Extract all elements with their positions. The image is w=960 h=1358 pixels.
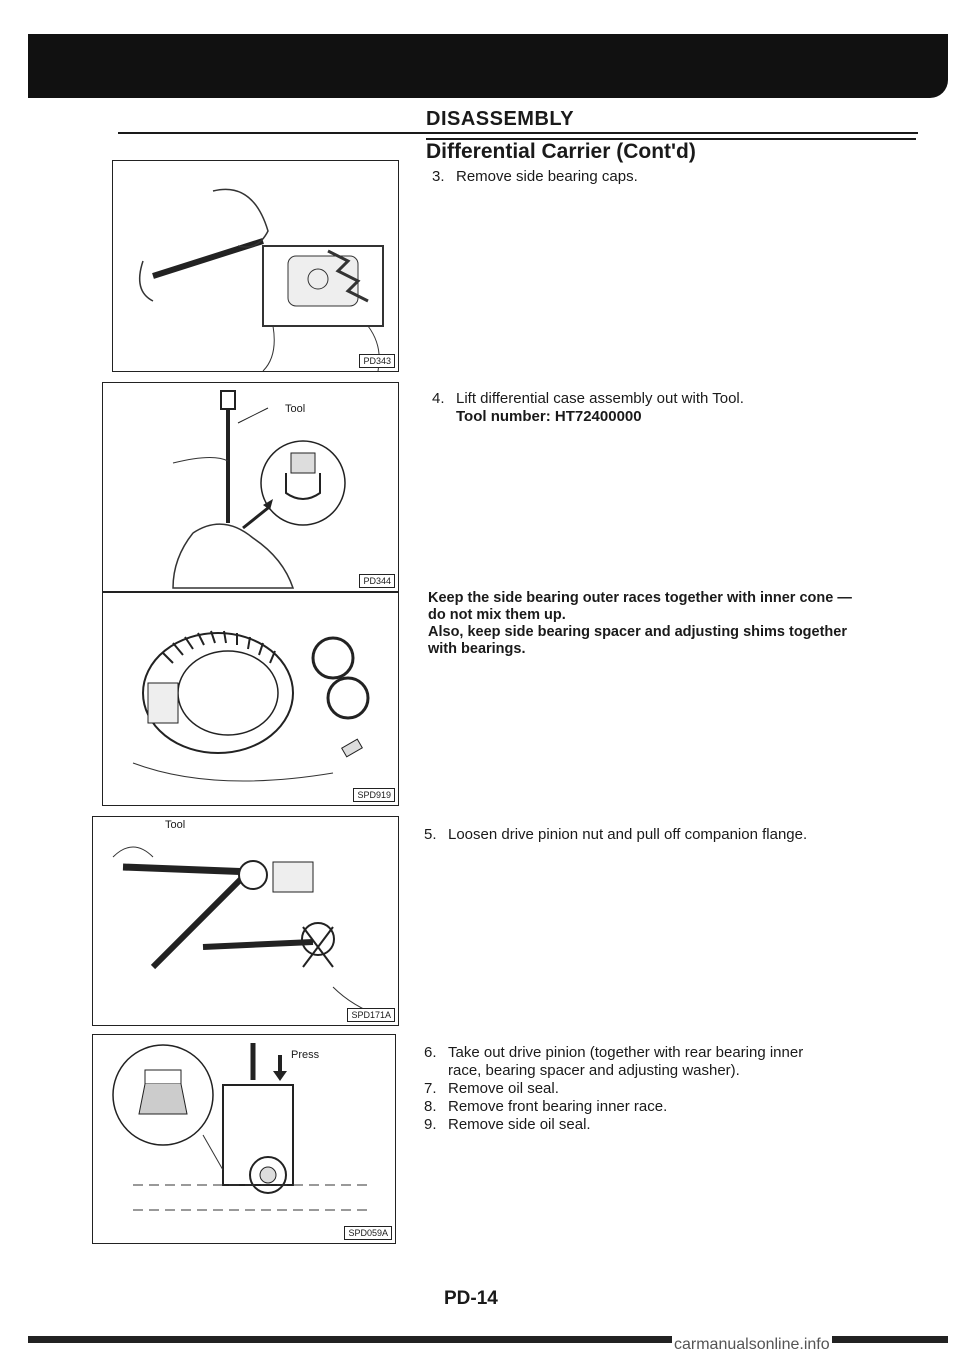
bearing-warning — [428, 590, 908, 658]
step-text: Take out drive pinion (together with rear bearing inner — [448, 1044, 804, 1061]
figure-companion-flange — [92, 816, 399, 1026]
step-4 — [432, 390, 744, 408]
figure-label: PD343 — [359, 354, 395, 368]
figure-drive-pinion — [92, 1034, 396, 1244]
figure-label: SPD171A — [347, 1008, 395, 1022]
warning-line: with bearings. — [428, 641, 526, 657]
step-number: 4. — [432, 390, 445, 407]
companion-flange-illustration — [93, 817, 398, 1025]
section-title: DISASSEMBLY — [426, 108, 575, 130]
step-3 — [432, 168, 638, 186]
tool-callout: Tool — [165, 819, 186, 831]
step-text: Remove front bearing inner race. — [448, 1098, 668, 1115]
warning-line: Also, keep side bearing spacer and adjusting shims together — [428, 624, 847, 640]
step-number: 7. — [424, 1080, 437, 1097]
press-callout: Press — [291, 1049, 320, 1061]
page-subtitle: Differential Carrier (Cont'd) — [426, 140, 696, 163]
watermark: carmanualsonline.info — [674, 1336, 830, 1353]
step-number: 5. — [424, 826, 437, 843]
side-bearings-illustration — [103, 593, 398, 805]
step-text: Loosen drive pinion nut and pull off companion flange. — [448, 826, 808, 843]
step-number: 6. — [424, 1044, 437, 1061]
step-8 — [424, 1098, 667, 1116]
step-5 — [424, 826, 807, 844]
tool-callout: Tool — [285, 403, 306, 415]
step-text: Remove side bearing caps. — [456, 168, 638, 185]
step-6 — [424, 1044, 803, 1062]
figure-side-bearings — [102, 592, 399, 806]
bearing-caps-illustration — [113, 161, 398, 371]
step-text: Lift differential case assembly out with Tool. — [456, 390, 744, 407]
step-number: 8. — [424, 1098, 437, 1115]
step-7 — [424, 1080, 559, 1098]
lift-case-illustration — [103, 383, 398, 591]
step-number: 9. — [424, 1116, 437, 1133]
figure-label: PD344 — [359, 574, 395, 588]
figure-label: SPD059A — [344, 1226, 392, 1240]
page-number: PD-14 — [444, 1288, 498, 1309]
step-9 — [424, 1116, 591, 1134]
step-text: Remove oil seal. — [448, 1080, 559, 1097]
warning-line: Keep the side bearing outer races together with inner cone — — [428, 590, 852, 606]
header-rule — [118, 132, 918, 134]
step-number: 3. — [432, 168, 445, 185]
drive-pinion-illustration — [93, 1035, 395, 1243]
tool-number: Tool number: HT72400000 — [456, 408, 642, 425]
figure-lift-case — [102, 382, 399, 592]
figure-label: SPD919 — [353, 788, 395, 802]
warning-line: do not mix them up. — [428, 607, 566, 623]
figure-remove-bearing-caps — [112, 160, 399, 372]
step-text: Remove side oil seal. — [448, 1116, 591, 1133]
header-black-bar — [28, 34, 948, 98]
step-6-continuation: race, bearing spacer and adjusting washer). — [448, 1062, 740, 1079]
